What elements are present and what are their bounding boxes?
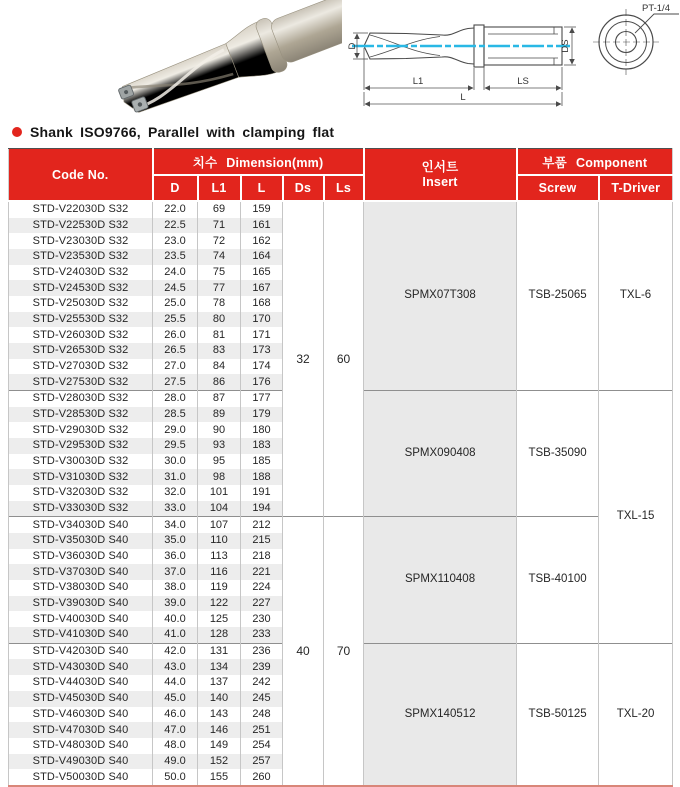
product-photo bbox=[0, 0, 348, 123]
l-cell: 170 bbox=[241, 312, 283, 328]
l-cell: 248 bbox=[241, 707, 283, 723]
d-cell: 49.0 bbox=[153, 754, 198, 770]
code-cell: STD-V37030D S40 bbox=[9, 564, 153, 580]
l1-cell: 86 bbox=[198, 374, 241, 390]
header-tdriver: T-Driver bbox=[599, 175, 673, 201]
header-l1: L1 bbox=[198, 175, 241, 201]
code-cell: STD-V48030D S40 bbox=[9, 738, 153, 754]
l1-cell: 69 bbox=[198, 201, 241, 218]
header-d: D bbox=[153, 175, 198, 201]
code-cell: STD-V35030D S40 bbox=[9, 533, 153, 549]
l1-cell: 83 bbox=[198, 343, 241, 359]
insert-cell: SPMX140512 bbox=[364, 643, 517, 786]
l-cell: 164 bbox=[241, 249, 283, 265]
l1-cell: 155 bbox=[198, 769, 241, 786]
d-cell: 23.5 bbox=[153, 249, 198, 265]
l-cell: 191 bbox=[241, 485, 283, 501]
l-cell: 176 bbox=[241, 374, 283, 390]
insert-cell: SPMX07T308 bbox=[364, 201, 517, 391]
d-cell: 25.0 bbox=[153, 296, 198, 312]
l1-cell: 77 bbox=[198, 280, 241, 296]
l-cell: 165 bbox=[241, 265, 283, 281]
l-cell: 194 bbox=[241, 501, 283, 517]
d-cell: 33.0 bbox=[153, 501, 198, 517]
d-cell: 41.0 bbox=[153, 627, 198, 643]
l1-cell: 93 bbox=[198, 438, 241, 454]
l1-cell: 71 bbox=[198, 218, 241, 234]
d-cell: 22.5 bbox=[153, 218, 198, 234]
d-cell: 46.0 bbox=[153, 707, 198, 723]
code-cell: STD-V28530D S32 bbox=[9, 407, 153, 423]
code-cell: STD-V27030D S32 bbox=[9, 359, 153, 375]
l-cell: 224 bbox=[241, 580, 283, 596]
d-cell: 24.5 bbox=[153, 280, 198, 296]
dim-label-ls: LS bbox=[517, 76, 529, 87]
d-cell: 38.0 bbox=[153, 580, 198, 596]
d-cell: 43.0 bbox=[153, 659, 198, 675]
l-cell: 227 bbox=[241, 596, 283, 612]
code-cell: STD-V45030D S40 bbox=[9, 691, 153, 707]
d-cell: 23.0 bbox=[153, 233, 198, 249]
thread-label: PT-1/4 bbox=[642, 3, 670, 14]
l1-cell: 95 bbox=[198, 454, 241, 470]
header-ds: Ds bbox=[283, 175, 324, 201]
l-cell: 183 bbox=[241, 438, 283, 454]
l-cell: 233 bbox=[241, 627, 283, 643]
dimension-diagram bbox=[348, 0, 680, 123]
header-ls: Ls bbox=[324, 175, 364, 201]
code-cell: STD-V49030D S40 bbox=[9, 754, 153, 770]
code-cell: STD-V39030D S40 bbox=[9, 596, 153, 612]
l1-cell: 78 bbox=[198, 296, 241, 312]
code-cell: STD-V34030D S40 bbox=[9, 517, 153, 533]
code-cell: STD-V32030D S32 bbox=[9, 485, 153, 501]
l1-cell: 119 bbox=[198, 580, 241, 596]
header-dimension-ko: 치수 bbox=[192, 155, 218, 170]
l1-cell: 89 bbox=[198, 407, 241, 423]
code-cell: STD-V28030D S32 bbox=[9, 391, 153, 407]
l-cell: 168 bbox=[241, 296, 283, 312]
code-cell: STD-V26030D S32 bbox=[9, 327, 153, 343]
l-cell: 167 bbox=[241, 280, 283, 296]
d-cell: 47.0 bbox=[153, 722, 198, 738]
l-cell: 177 bbox=[241, 391, 283, 407]
screw-cell: TSB-35090 bbox=[517, 391, 599, 517]
drill-photo-svg bbox=[6, 0, 342, 118]
l1-cell: 81 bbox=[198, 327, 241, 343]
table-row bbox=[9, 517, 673, 533]
header-dimension bbox=[153, 149, 364, 176]
code-cell: STD-V31030D S32 bbox=[9, 469, 153, 485]
tdriver-cell: TXL-6 bbox=[599, 201, 673, 391]
l1-cell: 140 bbox=[198, 691, 241, 707]
dim-label-d: D bbox=[348, 42, 358, 50]
d-cell: 28.5 bbox=[153, 407, 198, 423]
l1-cell: 101 bbox=[198, 485, 241, 501]
l1-cell: 134 bbox=[198, 659, 241, 675]
header-component-ko: 부품 bbox=[542, 155, 567, 170]
dimension-diagram-svg bbox=[348, 0, 680, 118]
code-cell: STD-V30030D S32 bbox=[9, 454, 153, 470]
header-component-en: Component bbox=[575, 155, 648, 170]
l1-cell: 125 bbox=[198, 611, 241, 627]
d-cell: 22.0 bbox=[153, 201, 198, 218]
code-cell: STD-V23530D S32 bbox=[9, 249, 153, 265]
l1-cell: 113 bbox=[198, 549, 241, 565]
l1-cell: 131 bbox=[198, 643, 241, 659]
l-cell: 260 bbox=[241, 769, 283, 786]
d-cell: 48.0 bbox=[153, 738, 198, 754]
code-cell: STD-V42030D S40 bbox=[9, 643, 153, 659]
header-component bbox=[517, 149, 673, 176]
d-cell: 42.0 bbox=[153, 643, 198, 659]
code-cell: STD-V22030D S32 bbox=[9, 201, 153, 218]
code-cell: STD-V40030D S40 bbox=[9, 611, 153, 627]
section-title: Shank ISO9766, Parallel with clamping flat bbox=[30, 124, 335, 140]
insert-cell: SPMX090408 bbox=[364, 391, 517, 517]
header-insert-ko: 인서트 bbox=[421, 159, 459, 174]
l1-cell: 87 bbox=[198, 391, 241, 407]
header-insert bbox=[364, 149, 517, 202]
code-cell: STD-V27530D S32 bbox=[9, 374, 153, 390]
header-insert-en: Insert bbox=[422, 174, 458, 189]
l-cell: 245 bbox=[241, 691, 283, 707]
l-cell: 215 bbox=[241, 533, 283, 549]
l-cell: 218 bbox=[241, 549, 283, 565]
spec-table-body bbox=[9, 201, 673, 786]
l-cell: 188 bbox=[241, 469, 283, 485]
code-cell: STD-V36030D S40 bbox=[9, 549, 153, 565]
l1-cell: 110 bbox=[198, 533, 241, 549]
d-cell: 37.0 bbox=[153, 564, 198, 580]
d-cell: 27.0 bbox=[153, 359, 198, 375]
l-cell: 242 bbox=[241, 675, 283, 691]
section-heading bbox=[12, 122, 680, 142]
l1-cell: 104 bbox=[198, 501, 241, 517]
d-cell: 39.0 bbox=[153, 596, 198, 612]
code-cell: STD-V25030D S32 bbox=[9, 296, 153, 312]
l-cell: 230 bbox=[241, 611, 283, 627]
d-cell: 40.0 bbox=[153, 611, 198, 627]
code-cell: STD-V47030D S40 bbox=[9, 722, 153, 738]
code-cell: STD-V33030D S32 bbox=[9, 501, 153, 517]
spec-table bbox=[8, 148, 673, 787]
code-cell: STD-V23030D S32 bbox=[9, 233, 153, 249]
l1-cell: 149 bbox=[198, 738, 241, 754]
l1-cell: 122 bbox=[198, 596, 241, 612]
d-cell: 24.0 bbox=[153, 265, 198, 281]
code-cell: STD-V25530D S32 bbox=[9, 312, 153, 328]
d-cell: 34.0 bbox=[153, 517, 198, 533]
header-l: L bbox=[241, 175, 283, 201]
l1-cell: 107 bbox=[198, 517, 241, 533]
l-cell: 162 bbox=[241, 233, 283, 249]
d-cell: 29.0 bbox=[153, 422, 198, 438]
dim-label-l1: L1 bbox=[412, 76, 424, 87]
code-cell: STD-V26530D S32 bbox=[9, 343, 153, 359]
header-dimension-en: Dimension(mm) bbox=[226, 155, 324, 170]
l-cell: 159 bbox=[241, 201, 283, 218]
l1-cell: 143 bbox=[198, 707, 241, 723]
bullet-icon bbox=[12, 127, 22, 137]
code-cell: STD-V24530D S32 bbox=[9, 280, 153, 296]
d-cell: 28.0 bbox=[153, 391, 198, 407]
d-cell: 25.5 bbox=[153, 312, 198, 328]
l1-cell: 146 bbox=[198, 722, 241, 738]
code-cell: STD-V46030D S40 bbox=[9, 707, 153, 723]
ds-cell: 40 bbox=[283, 517, 324, 786]
l-cell: 212 bbox=[241, 517, 283, 533]
l1-cell: 80 bbox=[198, 312, 241, 328]
l1-cell: 90 bbox=[198, 422, 241, 438]
l-cell: 161 bbox=[241, 218, 283, 234]
d-cell: 26.5 bbox=[153, 343, 198, 359]
code-cell: STD-V43030D S40 bbox=[9, 659, 153, 675]
d-cell: 50.0 bbox=[153, 769, 198, 786]
l-cell: 221 bbox=[241, 564, 283, 580]
l-cell: 174 bbox=[241, 359, 283, 375]
l-cell: 254 bbox=[241, 738, 283, 754]
l1-cell: 98 bbox=[198, 469, 241, 485]
d-cell: 27.5 bbox=[153, 374, 198, 390]
tdriver-cell: TXL-20 bbox=[599, 643, 673, 786]
tdriver-cell: TXL-15 bbox=[599, 391, 673, 644]
d-cell: 45.0 bbox=[153, 691, 198, 707]
l-cell: 180 bbox=[241, 422, 283, 438]
l1-cell: 116 bbox=[198, 564, 241, 580]
l1-cell: 128 bbox=[198, 627, 241, 643]
code-cell: STD-V22530D S32 bbox=[9, 218, 153, 234]
code-cell: STD-V29530D S32 bbox=[9, 438, 153, 454]
l-cell: 257 bbox=[241, 754, 283, 770]
dim-label-l: L bbox=[460, 92, 466, 103]
d-cell: 36.0 bbox=[153, 549, 198, 565]
l1-cell: 72 bbox=[198, 233, 241, 249]
screw-cell: TSB-40100 bbox=[517, 517, 599, 643]
d-cell: 35.0 bbox=[153, 533, 198, 549]
table-row bbox=[9, 201, 673, 218]
l1-cell: 152 bbox=[198, 754, 241, 770]
code-cell: STD-V50030D S40 bbox=[9, 769, 153, 786]
code-cell: STD-V24030D S32 bbox=[9, 265, 153, 281]
l-cell: 239 bbox=[241, 659, 283, 675]
screw-cell: TSB-50125 bbox=[517, 643, 599, 786]
d-cell: 31.0 bbox=[153, 469, 198, 485]
dim-label-ds: DS bbox=[560, 39, 571, 53]
code-cell: STD-V44030D S40 bbox=[9, 675, 153, 691]
d-cell: 26.0 bbox=[153, 327, 198, 343]
l-cell: 236 bbox=[241, 643, 283, 659]
l1-cell: 137 bbox=[198, 675, 241, 691]
d-cell: 29.5 bbox=[153, 438, 198, 454]
d-cell: 30.0 bbox=[153, 454, 198, 470]
ls-cell: 70 bbox=[324, 517, 364, 786]
l-cell: 171 bbox=[241, 327, 283, 343]
l1-cell: 84 bbox=[198, 359, 241, 375]
header-screw: Screw bbox=[517, 175, 599, 201]
l1-cell: 75 bbox=[198, 265, 241, 281]
l-cell: 179 bbox=[241, 407, 283, 423]
ls-cell: 60 bbox=[324, 201, 364, 517]
header-code-no: Code No. bbox=[9, 149, 153, 202]
l-cell: 251 bbox=[241, 722, 283, 738]
l-cell: 185 bbox=[241, 454, 283, 470]
code-cell: STD-V41030D S40 bbox=[9, 627, 153, 643]
code-cell: STD-V38030D S40 bbox=[9, 580, 153, 596]
spec-table-header bbox=[9, 149, 673, 202]
l-cell: 173 bbox=[241, 343, 283, 359]
d-cell: 32.0 bbox=[153, 485, 198, 501]
insert-cell: SPMX110408 bbox=[364, 517, 517, 643]
hero-area bbox=[0, 0, 680, 118]
d-cell: 44.0 bbox=[153, 675, 198, 691]
screw-cell: TSB-25065 bbox=[517, 201, 599, 391]
ds-cell: 32 bbox=[283, 201, 324, 517]
l1-cell: 74 bbox=[198, 249, 241, 265]
drill-photo-group bbox=[113, 0, 342, 118]
code-cell: STD-V29030D S32 bbox=[9, 422, 153, 438]
